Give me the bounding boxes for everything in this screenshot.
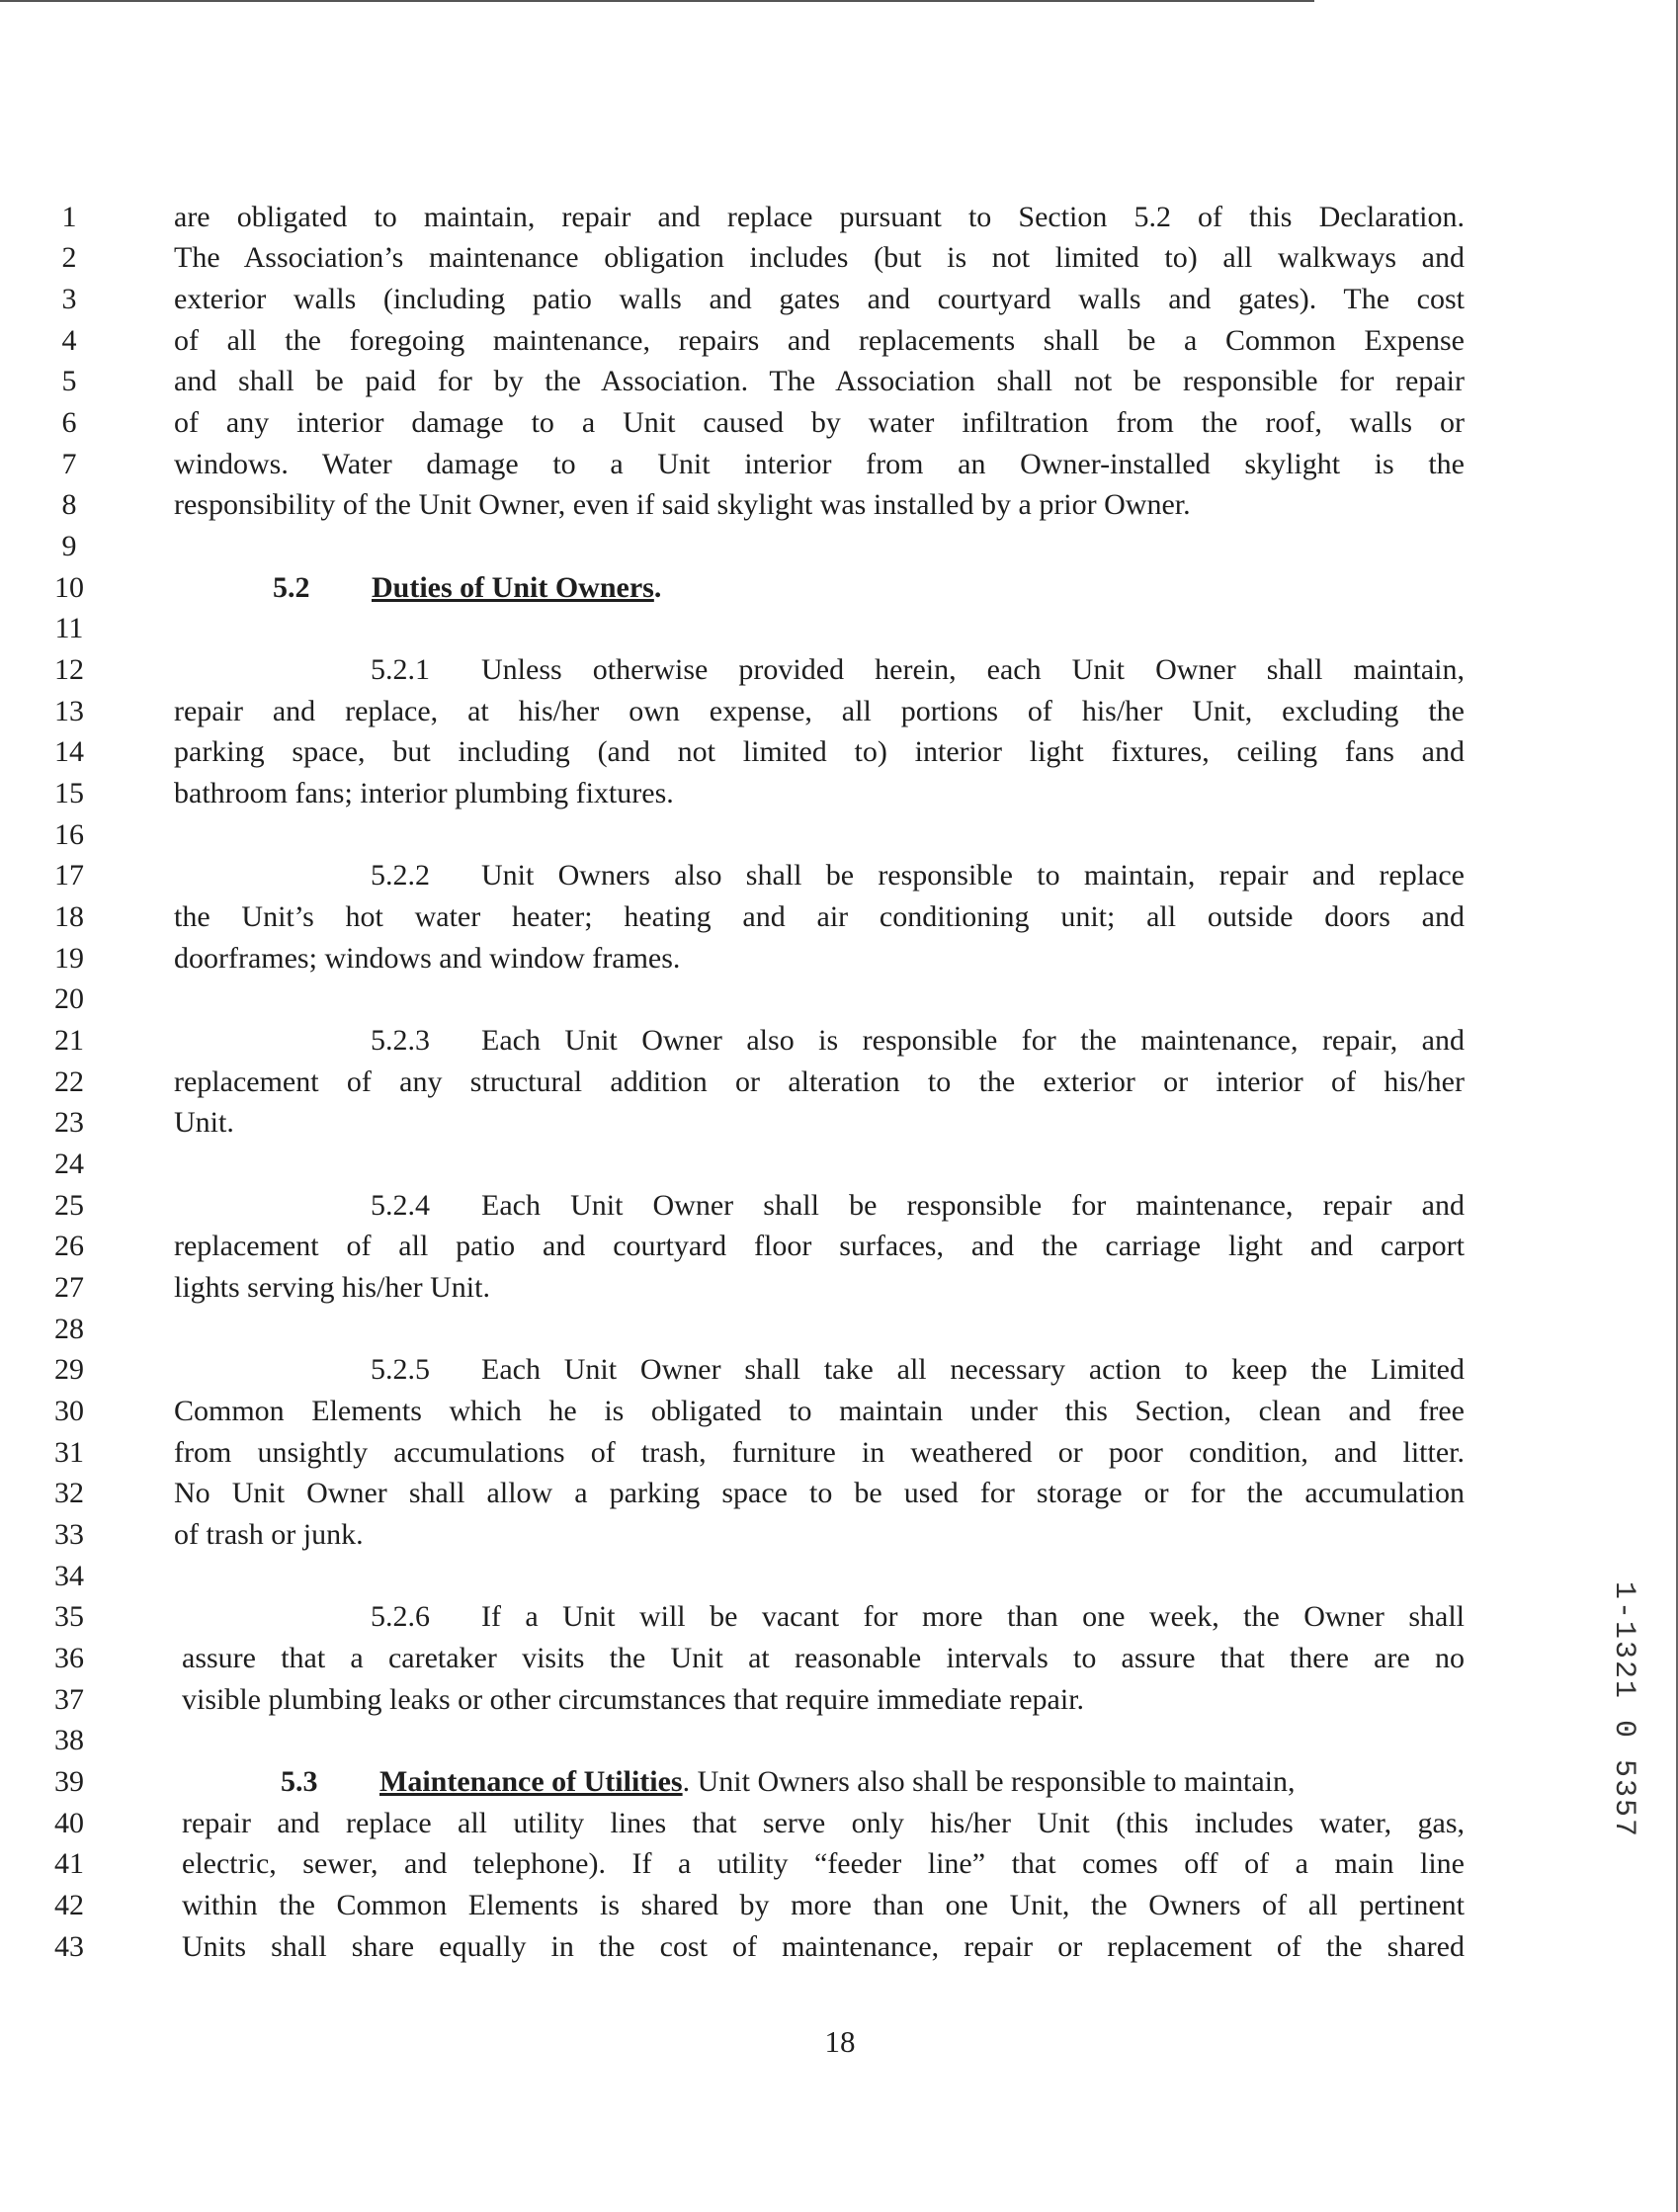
text-line: of any interior damage to a Unit caused by water infiltration from the roof, walls or bbox=[174, 406, 1465, 439]
text-line: of trash or junk. bbox=[174, 1518, 364, 1551]
text-line-content: . Unit Owners also shall be responsible to maintain, bbox=[682, 1765, 1296, 1798]
line-number: 36 bbox=[54, 1642, 84, 1674]
subsection-number: 5.2.4 bbox=[371, 1189, 430, 1222]
line-number: 9 bbox=[61, 530, 77, 562]
line-number: 24 bbox=[54, 1148, 84, 1180]
line-number: 43 bbox=[54, 1930, 84, 1963]
recording-stamp-text: 1-1321 0 5357 bbox=[1607, 1581, 1640, 1839]
text-line: parking space, but including (and not limited to) interior light fixtures, ceiling fans and bbox=[174, 735, 1465, 768]
text-line-content: Each Unit Owner also is responsible for the maintenance, repair, and bbox=[481, 1024, 1465, 1057]
line-number: 1 bbox=[61, 201, 77, 233]
line-number: 32 bbox=[54, 1477, 84, 1509]
line-number: 21 bbox=[54, 1024, 84, 1057]
text-line: of all the foregoing maintenance, repairs and replacements shall be a Common Expense bbox=[174, 324, 1465, 357]
text-line: repair and replace, at his/her own expense, all portions of his/her Unit, excluding the bbox=[174, 695, 1465, 727]
top-border-line bbox=[0, 0, 1314, 2]
line-number: 28 bbox=[54, 1313, 84, 1345]
text-line: assure that a caretaker visits the Unit at reasonable intervals to assure that there are no bbox=[182, 1642, 1465, 1674]
text-line: are obligated to maintain, repair and replace pursuant to Section 5.2 of this Declaration. bbox=[174, 201, 1465, 233]
text-line: bathroom fans; interior plumbing fixtures. bbox=[174, 777, 674, 809]
line-number: 34 bbox=[54, 1560, 84, 1592]
text-line-content: Unless otherwise provided herein, each Unit Owner shall maintain, bbox=[481, 653, 1465, 686]
line-number: 41 bbox=[54, 1847, 84, 1880]
line-number: 37 bbox=[54, 1683, 84, 1716]
line-number: 5 bbox=[61, 365, 77, 397]
line-number: 10 bbox=[54, 571, 84, 604]
text-line: Unit. bbox=[174, 1106, 234, 1139]
text-line-content: If a Unit will be vacant for more than one week, the Owner shall bbox=[481, 1600, 1465, 1633]
subsection-number: 5.2.2 bbox=[371, 859, 430, 892]
line-number: 38 bbox=[54, 1724, 84, 1756]
line-number: 12 bbox=[54, 653, 84, 686]
text-line-content: Each Unit Owner shall take all necessary action to keep the Limited bbox=[481, 1353, 1465, 1386]
line-number: 18 bbox=[54, 900, 84, 933]
section-title: Maintenance of Utilities bbox=[379, 1765, 683, 1798]
text-line bbox=[371, 1602, 1465, 1632]
text-line bbox=[371, 861, 1465, 891]
section-5-2-heading bbox=[174, 573, 866, 603]
text-line: and shall be paid for by the Association. The Association shall not be responsible for repair bbox=[174, 365, 1465, 397]
text-line: within the Common Elements is shared by more than one Unit, the Owners of all pertinent bbox=[182, 1889, 1465, 1921]
section-title: Duties of Unit Owners bbox=[372, 571, 654, 604]
text-line: replacement of any structural addition or alteration to the exterior or interior of his/her bbox=[174, 1065, 1465, 1098]
line-number: 14 bbox=[54, 735, 84, 768]
line-number: 39 bbox=[54, 1765, 84, 1798]
text-line bbox=[371, 1026, 1465, 1056]
page-number: 18 bbox=[824, 2024, 856, 2059]
line-number: 17 bbox=[54, 859, 84, 892]
line-number: 25 bbox=[54, 1189, 84, 1222]
line-number: 15 bbox=[54, 777, 84, 809]
section-number: 5.3 bbox=[281, 1765, 318, 1798]
text-line: visible plumbing leaks or other circumstances that require immediate repair. bbox=[182, 1683, 1085, 1716]
text-line: Common Elements which he is obligated to maintain under this Section, clean and free bbox=[174, 1395, 1465, 1427]
line-number: 42 bbox=[54, 1889, 84, 1921]
text-line-content: Each Unit Owner shall be responsible for maintenance, repair and bbox=[481, 1189, 1465, 1222]
line-number: 19 bbox=[54, 942, 84, 975]
line-number: 3 bbox=[61, 283, 77, 315]
line-number: 23 bbox=[54, 1106, 84, 1139]
line-number: 6 bbox=[61, 406, 77, 439]
text-line bbox=[371, 655, 1465, 685]
text-line: lights serving his/her Unit. bbox=[174, 1271, 490, 1304]
line-number: 7 bbox=[61, 448, 77, 480]
text-line: Units shall share equally in the cost of maintenance, repair or replacement of the shared bbox=[182, 1930, 1465, 1963]
line-number: 26 bbox=[54, 1230, 84, 1262]
line-number: 13 bbox=[54, 695, 84, 727]
line-number: 8 bbox=[61, 488, 77, 521]
line-number: 16 bbox=[54, 818, 84, 851]
section-5-3-first-line bbox=[379, 1767, 1465, 1797]
text-line bbox=[371, 1355, 1465, 1385]
text-line: windows. Water damage to a Unit interior from an Owner-installed skylight is the bbox=[174, 448, 1465, 480]
subsection-number: 5.2.5 bbox=[371, 1353, 430, 1386]
line-number: 4 bbox=[61, 324, 77, 357]
line-number: 2 bbox=[61, 241, 77, 274]
line-number: 27 bbox=[54, 1271, 84, 1304]
subsection-number: 5.2.6 bbox=[371, 1600, 430, 1633]
text-line: replacement of all patio and courtyard floor surfaces, and the carriage light and carport bbox=[174, 1230, 1465, 1262]
section-title-wrap bbox=[372, 573, 661, 603]
text-line-content: Unit Owners also shall be responsible to maintain, repair and replace bbox=[481, 859, 1465, 892]
section-title-suffix: . bbox=[653, 571, 662, 604]
line-number: 40 bbox=[54, 1807, 84, 1839]
text-line bbox=[371, 1191, 1465, 1221]
subsection-number: 5.2.3 bbox=[371, 1024, 430, 1057]
line-number: 22 bbox=[54, 1065, 84, 1098]
line-number: 20 bbox=[54, 982, 84, 1015]
section-title-wrap bbox=[379, 1767, 1296, 1797]
line-number: 35 bbox=[54, 1600, 84, 1633]
text-line: The Association’s maintenance obligation includes (but is not limited to) all walkways and bbox=[174, 241, 1465, 274]
text-line: No Unit Owner shall allow a parking space to be used for storage or for the accumulation bbox=[174, 1477, 1465, 1509]
text-line: from unsightly accumulations of trash, furniture in weathered or poor condition, and litter. bbox=[174, 1436, 1465, 1469]
text-line: responsibility of the Unit Owner, even if said skylight was installed by a prior Owner. bbox=[174, 488, 1191, 521]
line-number: 31 bbox=[54, 1436, 84, 1469]
line-number: 30 bbox=[54, 1395, 84, 1427]
text-line: doorframes; windows and window frames. bbox=[174, 942, 681, 975]
text-line: repair and replace all utility lines that serve only his/her Unit (this includes water, gas, bbox=[182, 1807, 1465, 1839]
text-line: exterior walls (including patio walls and gates and courtyard walls and gates). The cost bbox=[174, 283, 1465, 315]
section-number: 5.2 bbox=[273, 571, 310, 604]
recording-stamp bbox=[1603, 1581, 1642, 1838]
subsection-number: 5.2.1 bbox=[371, 653, 430, 686]
text-line: the Unit’s hot water heater; heating and air conditioning unit; all outside doors and bbox=[174, 900, 1465, 933]
text-line: electric, sewer, and telephone). If a utility “feeder line” that comes off of a main line bbox=[182, 1847, 1465, 1880]
line-number: 33 bbox=[54, 1518, 84, 1551]
line-number: 11 bbox=[54, 612, 84, 644]
line-number: 29 bbox=[54, 1353, 84, 1386]
